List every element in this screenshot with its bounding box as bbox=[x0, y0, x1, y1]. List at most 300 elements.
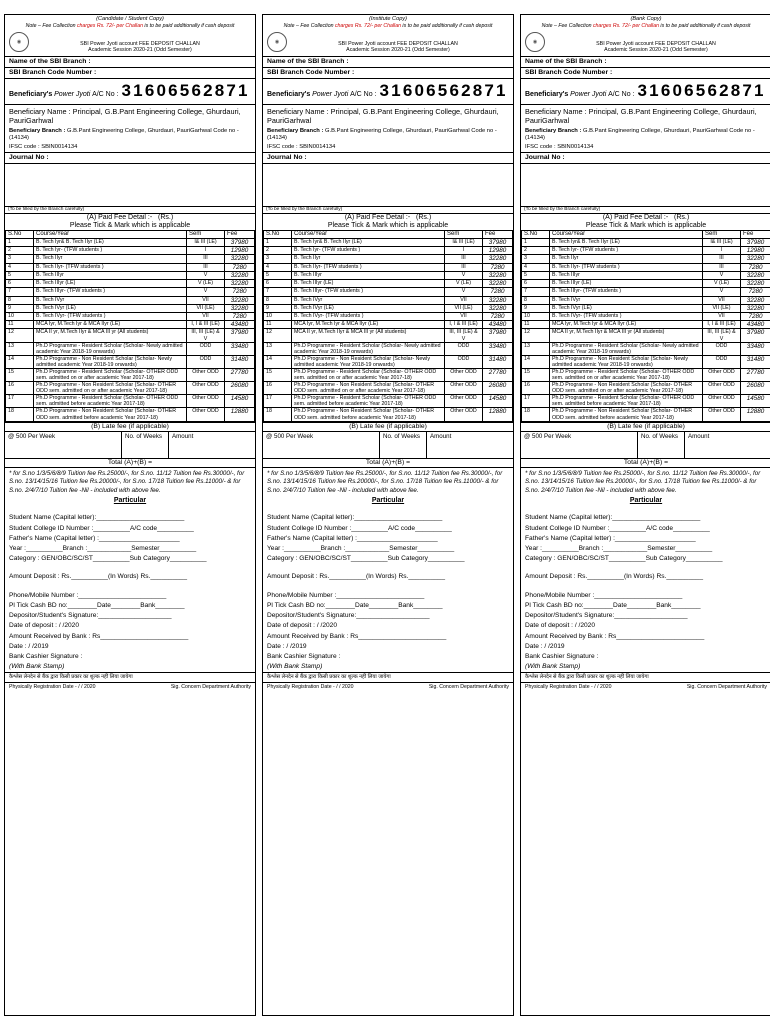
col-sno: S.No bbox=[6, 230, 34, 238]
total-row: Total (A)+(B) = bbox=[263, 458, 513, 468]
challan-copy bbox=[520, 14, 770, 1016]
cell-course: B. Tech IIIyr- (TFW students ) bbox=[292, 288, 445, 296]
hindi-note: कैश्लेस लेनदेन से बैंक द्वारा किसी प्रकार का शुल्क नहीं लिया जायेगा bbox=[263, 672, 513, 681]
cell-sem: Other ODD bbox=[445, 395, 483, 408]
cell-sem: ODD bbox=[187, 355, 225, 368]
cell-course: B. Tech Iyr& B. Tech IIyr (LE) bbox=[34, 238, 187, 246]
beneficiary-name: Beneficiary Name : Principal, G.B.Pant Engineering College, Ghurdauri, PauriGarhwal bbox=[267, 106, 499, 125]
paid-fee-title: (A) Paid Fee Detail :- (Rs.) Please Tick & Mark which is applicable bbox=[521, 213, 770, 230]
cell-sno: 8 bbox=[6, 296, 34, 304]
cell-sem: I bbox=[187, 247, 225, 255]
cell-sno: 12 bbox=[264, 329, 292, 342]
sbi-branch-code-label: SBI Branch Code Number : bbox=[521, 67, 770, 78]
cell-course: B. Tech IVyr- (TFW students ) bbox=[292, 313, 445, 321]
cell-sem: III, III (LE) & V bbox=[703, 329, 741, 342]
cell-course: Ph.D Programme - Non Resident Scholar (Scholar- Newly admitted academic Year 2018-19 onwards) bbox=[292, 355, 445, 368]
cell-sem: VII bbox=[445, 296, 483, 304]
cell-sem: V bbox=[187, 288, 225, 296]
cell-sno: 14 bbox=[6, 355, 34, 368]
table-row[interactable] bbox=[264, 408, 513, 421]
cell-sno: 11 bbox=[264, 321, 292, 329]
table-row[interactable] bbox=[6, 296, 255, 304]
table-row[interactable] bbox=[264, 329, 513, 342]
cell-fee: 37980 bbox=[483, 238, 513, 246]
copy-label: (Institute Copy) bbox=[369, 16, 407, 22]
cell-sem: III bbox=[445, 263, 483, 271]
table-row[interactable] bbox=[264, 255, 513, 263]
table-row[interactable] bbox=[6, 368, 255, 381]
table-row[interactable] bbox=[522, 247, 770, 255]
cell-sem: Other ODD bbox=[187, 382, 225, 395]
late-fee-title: (B) Late fee (if applicable) bbox=[263, 422, 513, 431]
cell-sem: ODD bbox=[703, 342, 741, 355]
table-row[interactable] bbox=[522, 368, 770, 381]
table-row[interactable] bbox=[6, 321, 255, 329]
cell-sno: 4 bbox=[522, 263, 550, 271]
table-row[interactable] bbox=[264, 368, 513, 381]
table-row[interactable] bbox=[264, 238, 513, 246]
table-row[interactable] bbox=[6, 271, 255, 279]
cell-sem: VII (LE) bbox=[445, 304, 483, 312]
header bbox=[267, 32, 509, 56]
cell-sno: 14 bbox=[522, 355, 550, 368]
cell-course: Ph.D Programme - Resident Scholar (Scholar- OTHER ODD sem. admitted on or after academic Year 2017-18) bbox=[550, 368, 703, 381]
cell-course: Ph.D Programme - Resident Scholar (Scholar- OTHER ODD sem. admitted before academic Year 2017-18) bbox=[34, 395, 187, 408]
cell-fee: 14580 bbox=[483, 395, 513, 408]
cell-sem: I& III (LE) bbox=[187, 238, 225, 246]
cell-sem: VII bbox=[445, 313, 483, 321]
table-row[interactable] bbox=[6, 342, 255, 355]
cell-fee: 27780 bbox=[225, 368, 255, 381]
table-row[interactable] bbox=[522, 288, 770, 296]
cell-course: B. Tech IIIyr (LE) bbox=[34, 280, 187, 288]
cell-course: B. Tech Iyr- (TFW students ) bbox=[34, 247, 187, 255]
student-details[interactable]: Student Name (Capital letter):________________________ Student College ID Number :__________A/C code__________ Father's Name (Capital letter) :______________________ Year :__________Branch :____________Semester__________ Category : GEN/OBC/SC/ST__________Sub Category__________ Amount Deposit : Rs.__________(In Words) Rs.__________ Phone/Mobile Number :________________________ Pl Tick Cash BD no:________Date________Bank________ Depositor/Student's Signature:____________________ Date of deposit : / /2020 Amount Received by Bank : Rs________________________ Date : / /2019 Bank Cashier Signature : (With Bank Stamp) bbox=[267, 514, 465, 671]
cell-fee: 7280 bbox=[741, 288, 770, 296]
cell-fee: 32280 bbox=[483, 271, 513, 279]
hindi-note: कैश्लेस लेनदेन से बैंक द्वारा किसी प्रकार का शुल्क नहीं लिया जायेगा bbox=[5, 672, 255, 681]
cell-sno: 17 bbox=[522, 395, 550, 408]
table-row[interactable] bbox=[264, 280, 513, 288]
student-details[interactable]: Student Name (Capital letter):________________________ Student College ID Number :__________A/C code__________ Father's Name (Capital letter) :______________________ Year :__________Branch :____________Semester__________ Category : GEN/OBC/SC/ST__________Sub Category__________ Amount Deposit : Rs.__________(In Words) Rs.__________ Phone/Mobile Number :________________________ Pl Tick Cash BD no:________Date________Bank________ Depositor/Student's Signature:____________________ Date of deposit : / /2020 Amount Received by Bank : Rs________________________ Date : / /2019 Bank Cashier Signature : (With Bank Stamp) bbox=[525, 514, 723, 671]
paid-fee-title: (A) Paid Fee Detail :- (Rs.) Please Tick & Mark which is applicable bbox=[5, 213, 255, 230]
cell-fee: 32280 bbox=[225, 255, 255, 263]
cell-sem: III bbox=[703, 263, 741, 271]
cell-course: Ph.D Programme - Resident Scholar (Scholar- OTHER ODD sem. admitted on or after academic Year 2017-18) bbox=[292, 368, 445, 381]
fee-table bbox=[263, 230, 513, 422]
cell-fee: 32280 bbox=[483, 255, 513, 263]
cell-fee: 33480 bbox=[483, 342, 513, 355]
challan-title: SBI Power Jyoti account FEE DEPOSIT CHALLAN Academic Session 2020-21 (Odd Semester) bbox=[80, 40, 200, 54]
col-sno: S.No bbox=[264, 230, 292, 238]
copy-label: (Bank Copy) bbox=[630, 16, 662, 22]
account-number: 31606562871 bbox=[379, 81, 508, 101]
cell-sno: 5 bbox=[6, 271, 34, 279]
cell-sem: V (LE) bbox=[187, 280, 225, 288]
table-row[interactable] bbox=[6, 280, 255, 288]
cell-sno: 7 bbox=[264, 288, 292, 296]
cell-course: B. Tech Iyr& B. Tech IIyr (LE) bbox=[292, 238, 445, 246]
cell-fee: 32280 bbox=[483, 296, 513, 304]
cell-course: B. Tech IIyr bbox=[34, 255, 187, 263]
beneficiary-branch: Beneficiary Branch : G.B.Pant Engineering College, Ghurdauri, PauriGarhwal Code no - (14134) bbox=[9, 127, 239, 141]
cell-sno: 18 bbox=[6, 408, 34, 421]
cell-course: Ph.D Programme - Resident Scholar (Scholar- OTHER ODD sem. admitted before academic Year 2017-18) bbox=[292, 395, 445, 408]
cell-course: B. Tech IVyr (LE) bbox=[34, 304, 187, 312]
fee-table bbox=[521, 230, 770, 422]
table-row[interactable] bbox=[522, 271, 770, 279]
cell-sno: 15 bbox=[264, 368, 292, 381]
table-row[interactable] bbox=[522, 238, 770, 246]
cell-course: MCA Iyr, M.Tech Iyr & MCA IIyr (LE) bbox=[34, 321, 187, 329]
col-fee: Fee bbox=[225, 230, 255, 238]
cell-fee: 43480 bbox=[483, 321, 513, 329]
cell-course: Ph.D Programme - Resident Scholar (Scholar- OTHER ODD sem. admitted on or after academic Year 2017-18) bbox=[34, 368, 187, 381]
header bbox=[525, 32, 767, 56]
cell-fee: 32280 bbox=[741, 271, 770, 279]
table-row[interactable] bbox=[264, 342, 513, 355]
table-row[interactable] bbox=[264, 382, 513, 395]
cell-course: MCA II yr, M.Tech IIyr & MCA III yr (All students) bbox=[550, 329, 703, 342]
table-row[interactable] bbox=[264, 288, 513, 296]
table-row[interactable] bbox=[522, 382, 770, 395]
cell-course: B. Tech IVyr (LE) bbox=[550, 304, 703, 312]
cell-sno: 11 bbox=[6, 321, 34, 329]
cell-sem: V (LE) bbox=[445, 280, 483, 288]
table-row[interactable] bbox=[6, 408, 255, 421]
account-number-row: Beneficiary's Power Jyoti A/C No : 31606562871 bbox=[521, 78, 770, 104]
tuition-footnote: * for S.no 1/3/5/6/8/9 Tuition fee Rs.25000/-, for S.no. 11/12 Tuition fee Rs.30000/-, for S.no. 13/14/15/16 Tuition fee Rs.20000/-, for S.no. 17/18 Tuition fee Rs.11000/- & for S.no. 2/4/7/10 Tuition fee -Nil - included with above fee. bbox=[267, 469, 503, 494]
sbi-branch-code-label: SBI Branch Code Number : bbox=[263, 67, 513, 78]
cell-sno: 2 bbox=[522, 247, 550, 255]
cell-course: B. Tech Iyr- (TFW students ) bbox=[292, 247, 445, 255]
table-row[interactable] bbox=[522, 313, 770, 321]
cell-sem: I bbox=[445, 247, 483, 255]
cell-course: Ph.D Programme - Non Resident Scholar (Scholar- OTHER ODD sem. admitted on or after academic Year 2017-18) bbox=[292, 382, 445, 395]
cell-sem: V bbox=[703, 271, 741, 279]
fee-table bbox=[5, 230, 255, 422]
col-course: Course/Year bbox=[550, 230, 703, 238]
cell-sem: Other ODD bbox=[445, 382, 483, 395]
cell-fee: 32280 bbox=[225, 296, 255, 304]
branch-fill-area[interactable] bbox=[263, 163, 513, 206]
table-row[interactable] bbox=[6, 355, 255, 368]
cell-sem: Other ODD bbox=[445, 368, 483, 381]
branch-fill-area[interactable] bbox=[521, 163, 770, 206]
late-fee-row: @ 500 Per Week No. of Weeks Amount bbox=[521, 431, 770, 458]
cell-sem: ODD bbox=[445, 342, 483, 355]
cell-sno: 16 bbox=[6, 382, 34, 395]
account-number: 31606562871 bbox=[121, 81, 250, 101]
cell-fee: 7280 bbox=[741, 263, 770, 271]
table-row[interactable] bbox=[522, 395, 770, 408]
cell-sno: 15 bbox=[522, 368, 550, 381]
cell-sem: VII bbox=[187, 296, 225, 304]
challan-title: SBI Power Jyoti account FEE DEPOSIT CHALLAN Academic Session 2020-21 (Odd Semester) bbox=[596, 40, 716, 54]
late-fee-title: (B) Late fee (if applicable) bbox=[5, 422, 255, 431]
cell-sno: 13 bbox=[264, 342, 292, 355]
cell-fee: 37980 bbox=[483, 329, 513, 342]
cell-fee: 12880 bbox=[225, 408, 255, 421]
table-row[interactable] bbox=[522, 296, 770, 304]
cell-fee: 37980 bbox=[225, 238, 255, 246]
cell-sem: V bbox=[445, 288, 483, 296]
bottom-row: Physically Registration Date - / / 2020 Sig. Concern Department Authority bbox=[5, 682, 255, 691]
late-fee-row: @ 500 Per Week No. of Weeks Amount bbox=[5, 431, 255, 458]
cell-sno: 15 bbox=[6, 368, 34, 381]
cell-course: B. Tech IIIyr- (TFW students ) bbox=[34, 288, 187, 296]
cell-course: B. Tech IVyr- (TFW students ) bbox=[550, 313, 703, 321]
cell-sno: 6 bbox=[264, 280, 292, 288]
cell-course: MCA II yr, M.Tech IIyr & MCA III yr (All students) bbox=[292, 329, 445, 342]
cell-sem: III, III (LE) & V bbox=[187, 329, 225, 342]
sbi-logo-icon: ◉ bbox=[267, 32, 287, 52]
cell-fee: 7280 bbox=[225, 263, 255, 271]
cell-fee: 32280 bbox=[225, 271, 255, 279]
col-sem: Sem bbox=[187, 230, 225, 238]
cell-fee: 12980 bbox=[483, 247, 513, 255]
cell-sno: 6 bbox=[6, 280, 34, 288]
challan-copy bbox=[262, 14, 514, 1016]
col-sno: S.No bbox=[522, 230, 550, 238]
cell-fee: 32280 bbox=[483, 304, 513, 312]
cell-sem: Other ODD bbox=[187, 395, 225, 408]
cell-sno: 7 bbox=[522, 288, 550, 296]
col-fee: Fee bbox=[741, 230, 770, 238]
cell-sem: III, III (LE) & V bbox=[445, 329, 483, 342]
cell-sem: VII (LE) bbox=[703, 304, 741, 312]
cell-course: B. Tech IIIyr- (TFW students ) bbox=[550, 288, 703, 296]
cell-sem: I& III (LE) bbox=[703, 238, 741, 246]
cell-fee: 32280 bbox=[741, 255, 770, 263]
cell-sno: 18 bbox=[522, 408, 550, 421]
copy-label: (Candidate / Student Copy) bbox=[96, 16, 164, 22]
cell-fee: 7280 bbox=[483, 288, 513, 296]
cell-course: B. Tech Iyr- (TFW students ) bbox=[550, 247, 703, 255]
cell-fee: 12880 bbox=[741, 408, 770, 421]
cell-sem: III bbox=[703, 255, 741, 263]
cell-sno: 6 bbox=[522, 280, 550, 288]
cell-course: Ph.D Programme - Non Resident Scholar (Scholar- OTHER ODD sem. admitted on or after academic Year 2017-18) bbox=[34, 382, 187, 395]
table-row[interactable] bbox=[6, 255, 255, 263]
cell-fee: 26080 bbox=[741, 382, 770, 395]
challan-copy bbox=[4, 14, 256, 1016]
cell-sno: 5 bbox=[264, 271, 292, 279]
table-row[interactable] bbox=[6, 382, 255, 395]
ifsc-code: IFSC code : SBIN0014134 bbox=[525, 143, 594, 150]
cell-course: B. Tech IVyr- (TFW students ) bbox=[34, 313, 187, 321]
cell-course: Ph.D Programme - Non Resident Scholar (Scholar- OTHER ODD sem. admitted before academic Year 2017-18) bbox=[292, 408, 445, 421]
branch-fill-area[interactable] bbox=[5, 163, 255, 206]
cell-sno: 5 bbox=[522, 271, 550, 279]
journal-no: Journal No : bbox=[521, 152, 770, 163]
cell-sem: III bbox=[187, 255, 225, 263]
journal-no: Journal No : bbox=[263, 152, 513, 163]
table-row[interactable] bbox=[522, 255, 770, 263]
table-row[interactable] bbox=[522, 263, 770, 271]
col-course: Course/Year bbox=[292, 230, 445, 238]
hindi-note: कैश्लेस लेनदेन से बैंक द्वारा किसी प्रकार का शुल्क नहीं लिया जायेगा bbox=[521, 672, 770, 681]
beneficiary-name: Beneficiary Name : Principal, G.B.Pant Engineering College, Ghurdauri, PauriGarhwal bbox=[525, 106, 757, 125]
cell-sem: VII (LE) bbox=[187, 304, 225, 312]
table-row[interactable] bbox=[6, 395, 255, 408]
bottom-row: Physically Registration Date - / / 2020 Sig. Concern Department Authority bbox=[521, 682, 770, 691]
beneficiary-name: Beneficiary Name : Principal, G.B.Pant Engineering College, Ghurdauri, PauriGarhwal bbox=[9, 106, 241, 125]
cell-course: B. Tech IIyr bbox=[292, 255, 445, 263]
cell-sem: III bbox=[187, 263, 225, 271]
cell-sem: V bbox=[187, 271, 225, 279]
table-row[interactable] bbox=[522, 321, 770, 329]
cell-fee: 12880 bbox=[483, 408, 513, 421]
account-number: 31606562871 bbox=[637, 81, 766, 101]
table-row[interactable] bbox=[522, 408, 770, 421]
table-row[interactable] bbox=[6, 247, 255, 255]
table-row[interactable] bbox=[6, 288, 255, 296]
table-row[interactable] bbox=[522, 342, 770, 355]
cell-fee: 26080 bbox=[225, 382, 255, 395]
cell-sem: I, I & III (LE) bbox=[187, 321, 225, 329]
cell-sem: III bbox=[445, 255, 483, 263]
bottom-row: Physically Registration Date - / / 2020 Sig. Concern Department Authority bbox=[263, 682, 513, 691]
cell-sem: I bbox=[703, 247, 741, 255]
table-row[interactable] bbox=[6, 329, 255, 342]
cell-fee: 33480 bbox=[225, 342, 255, 355]
col-course: Course/Year bbox=[34, 230, 187, 238]
cell-fee: 7280 bbox=[741, 313, 770, 321]
cell-sem: V bbox=[703, 288, 741, 296]
sbi-branch-name-label: Name of the SBI Branch : bbox=[5, 56, 255, 67]
table-row[interactable] bbox=[264, 263, 513, 271]
cell-course: Ph.D Programme - Non Resident Scholar (Scholar- Newly admitted academic Year 2018-19 onwards) bbox=[550, 355, 703, 368]
cell-sem: Other ODD bbox=[703, 395, 741, 408]
table-row[interactable] bbox=[6, 304, 255, 312]
cell-sno: 14 bbox=[264, 355, 292, 368]
cell-course: Ph.D Programme - Resident Scholar (Scholar- Newly admitted academic Year 2018-19 onwards) bbox=[292, 342, 445, 355]
cell-course: B. Tech IVyr bbox=[292, 296, 445, 304]
cell-sem: VII bbox=[703, 313, 741, 321]
cell-course: B. Tech IIyr- (TFW students ) bbox=[292, 263, 445, 271]
table-row[interactable] bbox=[522, 355, 770, 368]
sbi-logo-icon: ◉ bbox=[9, 32, 29, 52]
cell-fee: 32280 bbox=[741, 296, 770, 304]
cell-sem: I, I & III (LE) bbox=[703, 321, 741, 329]
table-row[interactable] bbox=[522, 329, 770, 342]
table-row[interactable] bbox=[264, 247, 513, 255]
table-row[interactable] bbox=[6, 263, 255, 271]
cell-fee: 43480 bbox=[741, 321, 770, 329]
cell-sno: 10 bbox=[6, 313, 34, 321]
filled-by-branch-note: (To be filled by the Branch carefully) bbox=[521, 206, 770, 213]
cell-fee: 32280 bbox=[483, 280, 513, 288]
cell-sem: ODD bbox=[445, 355, 483, 368]
cell-course: MCA Iyr, M.Tech Iyr & MCA IIyr (LE) bbox=[292, 321, 445, 329]
col-fee: Fee bbox=[483, 230, 513, 238]
table-row[interactable] bbox=[6, 238, 255, 246]
cell-fee: 37980 bbox=[741, 329, 770, 342]
cell-sem: VII bbox=[703, 296, 741, 304]
table-row[interactable] bbox=[264, 395, 513, 408]
tuition-footnote: * for S.no 1/3/5/6/8/9 Tuition fee Rs.25000/-, for S.no. 11/12 Tuition fee Rs.30000/-, for S.no. 13/14/15/16 Tuition fee Rs.20000/-, for S.no. 17/18 Tuition fee Rs.11000/- & for S.no. 2/4/7/10 Tuition fee -Nil - included with above fee. bbox=[525, 469, 761, 494]
cell-fee: 12980 bbox=[741, 247, 770, 255]
table-row[interactable] bbox=[522, 304, 770, 312]
cell-sem: VII bbox=[187, 313, 225, 321]
cell-sno: 2 bbox=[264, 247, 292, 255]
cell-sem: V bbox=[445, 271, 483, 279]
cell-course: Ph.D Programme - Resident Scholar (Scholar- Newly admitted academic Year 2018-19 onwards) bbox=[550, 342, 703, 355]
journal-no: Journal No : bbox=[5, 152, 255, 163]
particular-heading: Particular bbox=[629, 496, 663, 504]
cell-sno: 12 bbox=[522, 329, 550, 342]
cell-sem: Other ODD bbox=[703, 408, 741, 421]
cell-sno: 8 bbox=[522, 296, 550, 304]
table-row[interactable] bbox=[264, 304, 513, 312]
cell-sno: 12 bbox=[6, 329, 34, 342]
table-row[interactable] bbox=[264, 321, 513, 329]
cell-course: Ph.D Programme - Non Resident Scholar (Scholar- OTHER ODD sem. admitted on or after academic Year 2017-18) bbox=[550, 382, 703, 395]
cell-sno: 3 bbox=[264, 255, 292, 263]
cell-fee: 7280 bbox=[483, 313, 513, 321]
cell-course: B. Tech IIyr bbox=[550, 255, 703, 263]
table-row[interactable] bbox=[264, 355, 513, 368]
cell-sno: 4 bbox=[264, 263, 292, 271]
cell-course: Ph.D Programme - Non Resident Scholar (Scholar- Newly admitted academic Year 2018-19 onwards) bbox=[34, 355, 187, 368]
cell-sem: Other ODD bbox=[187, 368, 225, 381]
sbi-branch-name-label: Name of the SBI Branch : bbox=[263, 56, 513, 67]
cell-sno: 10 bbox=[264, 313, 292, 321]
cell-course: B. Tech IIIyr (LE) bbox=[550, 280, 703, 288]
cell-course: B. Tech IVyr bbox=[550, 296, 703, 304]
challan-title: SBI Power Jyoti account FEE DEPOSIT CHALLAN Academic Session 2020-21 (Odd Semester) bbox=[338, 40, 458, 54]
fee-note: Note – Fee Collection charges Rs. 72/- per Challan is to be paid additionally if cash deposit bbox=[25, 22, 235, 29]
cell-fee: 31480 bbox=[483, 355, 513, 368]
cell-fee: 32280 bbox=[225, 280, 255, 288]
cell-fee: 27780 bbox=[741, 368, 770, 381]
cell-sem: V (LE) bbox=[703, 280, 741, 288]
table-row[interactable] bbox=[522, 280, 770, 288]
sbi-logo-icon: ◉ bbox=[525, 32, 545, 52]
col-sem: Sem bbox=[703, 230, 741, 238]
sbi-branch-name-label: Name of the SBI Branch : bbox=[521, 56, 770, 67]
cell-fee: 27780 bbox=[483, 368, 513, 381]
sbi-branch-code-label: SBI Branch Code Number : bbox=[5, 67, 255, 78]
cell-sno: 1 bbox=[522, 238, 550, 246]
account-number-row: Beneficiary's Power Jyoti A/C No : 31606562871 bbox=[263, 78, 513, 104]
cell-sno: 1 bbox=[264, 238, 292, 246]
cell-sem: Other ODD bbox=[187, 408, 225, 421]
cell-fee: 37980 bbox=[225, 329, 255, 342]
cell-sno: 13 bbox=[6, 342, 34, 355]
total-row: Total (A)+(B) = bbox=[521, 458, 770, 468]
cell-sno: 18 bbox=[264, 408, 292, 421]
cell-sno: 9 bbox=[522, 304, 550, 312]
cell-sno: 8 bbox=[264, 296, 292, 304]
total-row: Total (A)+(B) = bbox=[5, 458, 255, 468]
table-row[interactable] bbox=[264, 271, 513, 279]
cell-course: Ph.D Programme - Resident Scholar (Scholar- Newly admitted academic Year 2018-19 onwards) bbox=[34, 342, 187, 355]
cell-sno: 17 bbox=[264, 395, 292, 408]
cell-fee: 43480 bbox=[225, 321, 255, 329]
cell-fee: 32280 bbox=[225, 304, 255, 312]
filled-by-branch-note: (To be filled by the Branch carefully) bbox=[5, 206, 255, 213]
table-row[interactable] bbox=[6, 313, 255, 321]
cell-sno: 16 bbox=[522, 382, 550, 395]
table-row[interactable] bbox=[264, 296, 513, 304]
table-row[interactable] bbox=[264, 313, 513, 321]
cell-course: B. Tech IIyr- (TFW students ) bbox=[34, 263, 187, 271]
cell-fee: 7280 bbox=[225, 288, 255, 296]
cell-sno: 4 bbox=[6, 263, 34, 271]
student-details[interactable]: Student Name (Capital letter):________________________ Student College ID Number :__________A/C code__________ Father's Name (Capital letter) :______________________ Year :__________Branch :____________Semester__________ Category : GEN/OBC/SC/ST__________Sub Category__________ Amount Deposit : Rs.__________(In Words) Rs.__________ Phone/Mobile Number :________________________ Pl Tick Cash BD no:________Date________Bank________ Depositor/Student's Signature:____________________ Date of deposit : / /2020 Amount Received by Bank : Rs________________________ Date : / /2019 Bank Cashier Signature : (With Bank Stamp) bbox=[9, 514, 207, 671]
